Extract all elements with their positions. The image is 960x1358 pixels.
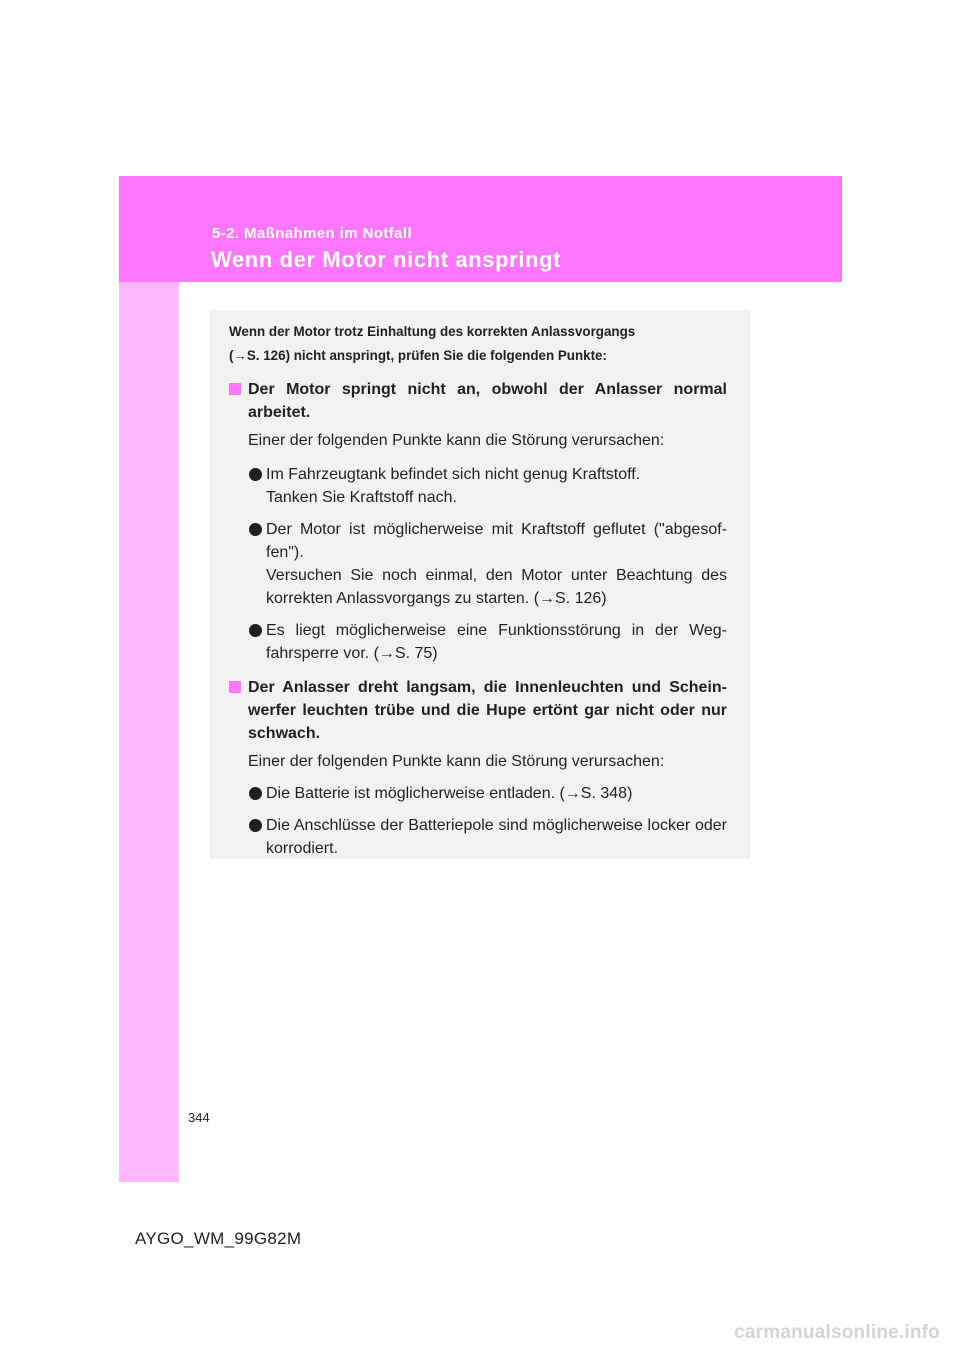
intro-line-1: Wenn der Motor trotz Einhaltung des korrekten Anlassvorgangs — [229, 324, 636, 339]
bullet-line: Im Fahrzeugtank befindet sich nicht genug Kraftstoff. — [266, 466, 641, 483]
panel-inner — [229, 320, 727, 860]
content-panel — [210, 310, 750, 859]
bullet-line: Die Batterie ist möglicherweise entladen. (→S. 348) — [266, 785, 633, 802]
bullet-line: Versuchen Sie noch einmal, den Motor unter Beachtung des korrekten Anlassvorgangs zu starten. (→S. 126) — [266, 567, 727, 607]
section1-bullet-2 — [229, 518, 727, 610]
square-bullet-icon — [229, 681, 241, 693]
bullet-dot-icon — [249, 468, 262, 481]
section1-bullet-3 — [229, 619, 727, 665]
bullet-line: Es liegt möglicherweise eine Funktionsstörung in der Weg-fahrsperre vor. (→S. 75) — [266, 622, 727, 662]
section1-heading — [229, 378, 727, 424]
side-band — [119, 176, 179, 1182]
section1-subtext: Einer der folgenden Punkte kann die Störung verursachen: — [248, 432, 665, 449]
page-number: 344 — [188, 1110, 210, 1125]
bullet-line: Die Anschlüsse der Batteriepole sind möglicherweise locker oder korrodiert. — [266, 817, 727, 857]
page-title: Wenn der Motor nicht anspringt — [211, 247, 562, 272]
bullet-line: Tanken Sie Kraftstoff nach. — [266, 489, 457, 506]
section2-subtext: Einer der folgenden Punkte kann die Störung verursachen: — [248, 753, 665, 770]
intro-line-2: (→S. 126) nicht anspringt, prüfen Sie die folgenden Punkte: — [229, 348, 607, 363]
section1-bullet-1 — [229, 463, 727, 509]
section2-heading-text: Der Anlasser dreht langsam, die Innenleuchten und Schein-werfer leuchten trübe und die Hupe ertönt gar nicht oder nur schwach. — [248, 679, 727, 742]
bullet-dot-icon — [249, 819, 262, 832]
watermark: carmanualsonline.info — [734, 1322, 940, 1343]
section2-bullet-2 — [229, 814, 727, 860]
bullet-dot-icon — [249, 787, 262, 800]
bullet-dot-icon — [249, 523, 262, 536]
section2-bullet-1 — [229, 782, 727, 805]
intro-text — [229, 320, 727, 368]
section1-heading-text: Der Motor springt nicht an, obwohl der Anlasser normal arbeitet. — [248, 381, 727, 421]
section2-heading — [229, 676, 727, 745]
square-bullet-icon — [229, 383, 241, 395]
bullet-dot-icon — [249, 624, 262, 637]
document-code: AYGO_WM_99G82M — [135, 1229, 302, 1248]
bullet-line: Der Motor ist möglicherweise mit Kraftstoff geflutet ("abgesof-fen"). — [266, 521, 727, 561]
section-label: 5-2. Maßnahmen im Notfall — [212, 225, 413, 242]
